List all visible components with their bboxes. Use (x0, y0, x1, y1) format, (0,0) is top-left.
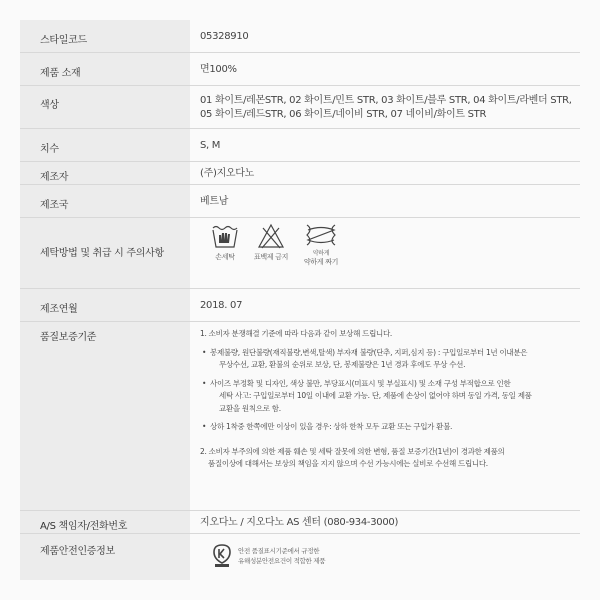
quality-text (200, 328, 580, 471)
country-label: 제조국 (40, 200, 69, 211)
color-value-line1: 01 화이트/레몬STR, 02 화이트/민트 STR, 03 화이트/블루 STR, 04 화이트/라벤더 STR, (200, 95, 572, 106)
color-value-line2: 05 화이트/레드STR, 06 화이트/네이비 STR, 07 네이비/화이트 STR (200, 109, 487, 120)
country-value: 베트남 (200, 196, 229, 207)
material-label: 제품 소재 (40, 68, 81, 79)
row-material (20, 53, 580, 86)
material-value: 면100% (200, 64, 237, 75)
care-icons (200, 222, 400, 278)
care-item-gentle-wring (296, 222, 346, 267)
row-care (20, 218, 580, 289)
care-item-hand-wash (200, 222, 250, 262)
quality-line: 무상수선, 교환, 환불의 순위로 보상, 단, 봉제불량은 1년 경과 후에도 무상 수선. (219, 360, 466, 369)
no-bleach-caption: 표백제 금지 (253, 253, 289, 261)
row-maker (20, 162, 580, 185)
row-as (20, 511, 580, 534)
kc-text (238, 546, 325, 566)
label-background (20, 322, 190, 510)
quality-bullet: • 봉제불량, 원단불량(재직불량,변색,탈색) 부자재 불량(단추, 지퍼,심지 등) : 구입일로부터 1년 이내분은 (200, 347, 580, 360)
quality-line: 교환을 원칙으로 함. (219, 403, 281, 413)
quality-line: 품질이상에 대해서는 보상의 책임을 지지 않으며 수선 가능시에는 실비로 수선해 드립니다. (208, 459, 488, 468)
quality-line: 2. 소비자 부주의에 의한 제품 훼손 및 세탁 잘못에 의한 변형, 품질 보증기간(1년)이 경과한 제품의 (200, 446, 505, 456)
maker-value: (주)지오다노 (200, 168, 255, 179)
style-code-value: 05328910 (200, 31, 249, 42)
color-label: 색상 (40, 100, 59, 111)
gentle-wring-icon-text: 약하게 (312, 250, 330, 257)
quality-bullet: • 상하 1착중 한쪽에만 이상이 있을 경우: 상하 한착 모두 교환 또는 구입가 환불. (200, 421, 580, 434)
size-value: S, M (200, 140, 221, 151)
as-value: 지오다노 / 지오다노 AS 센터 (080-934-3000) (200, 517, 399, 528)
maker-label: 제조자 (40, 172, 69, 183)
date-label: 제조연월 (40, 304, 78, 315)
row-color (20, 86, 580, 129)
no-bleach-icon (256, 222, 286, 250)
quality-bullet: • 사이즈 부정확 및 디자인, 색상 불만, 부당표시(미표시 및 부실표시) 및 소재 구성 부적합으로 인한 (200, 378, 580, 391)
style-code-label: 스타일코드 (40, 35, 87, 46)
size-label: 치수 (40, 144, 59, 155)
kc-certification (212, 544, 412, 574)
row-style-code (20, 20, 580, 53)
date-value: 2018. 07 (200, 300, 243, 311)
safety-label: 제품안전인증정보 (40, 546, 115, 557)
gentle-wring-caption: 약하게 짜기 (303, 258, 339, 266)
care-item-no-bleach (246, 222, 296, 262)
quality-label: 품질보증기준 (40, 332, 97, 343)
kc-mark-icon (212, 544, 232, 568)
kc-text-line1: 안전 품질표시기준에서 규정한 (238, 547, 320, 555)
quality-line: 세탁 사고: 구입일로부터 10일 이내에 교환 가능. 단, 제품에 손상이 없어야 하며 동일 가격, 동일 제품 (219, 391, 532, 400)
care-label: 세탁방법 및 취급 시 주의사항 (40, 248, 164, 259)
gentle-wring-icon (304, 222, 338, 248)
row-date (20, 289, 580, 322)
row-size (20, 129, 580, 162)
hand-wash-caption: 손세탁 (215, 253, 235, 261)
kc-text-line2: 유해성분안전요건이 적합한 제품 (238, 557, 326, 565)
row-country (20, 185, 580, 218)
quality-line: 1. 소비자 분쟁해결 기준에 따라 다음과 같이 보상해 드립니다. (200, 329, 392, 338)
as-label: A/S 책임자/전화번호 (40, 521, 128, 532)
label-background (20, 534, 190, 580)
row-quality (20, 322, 580, 511)
hand-wash-icon (210, 222, 240, 250)
row-safety (20, 534, 580, 580)
